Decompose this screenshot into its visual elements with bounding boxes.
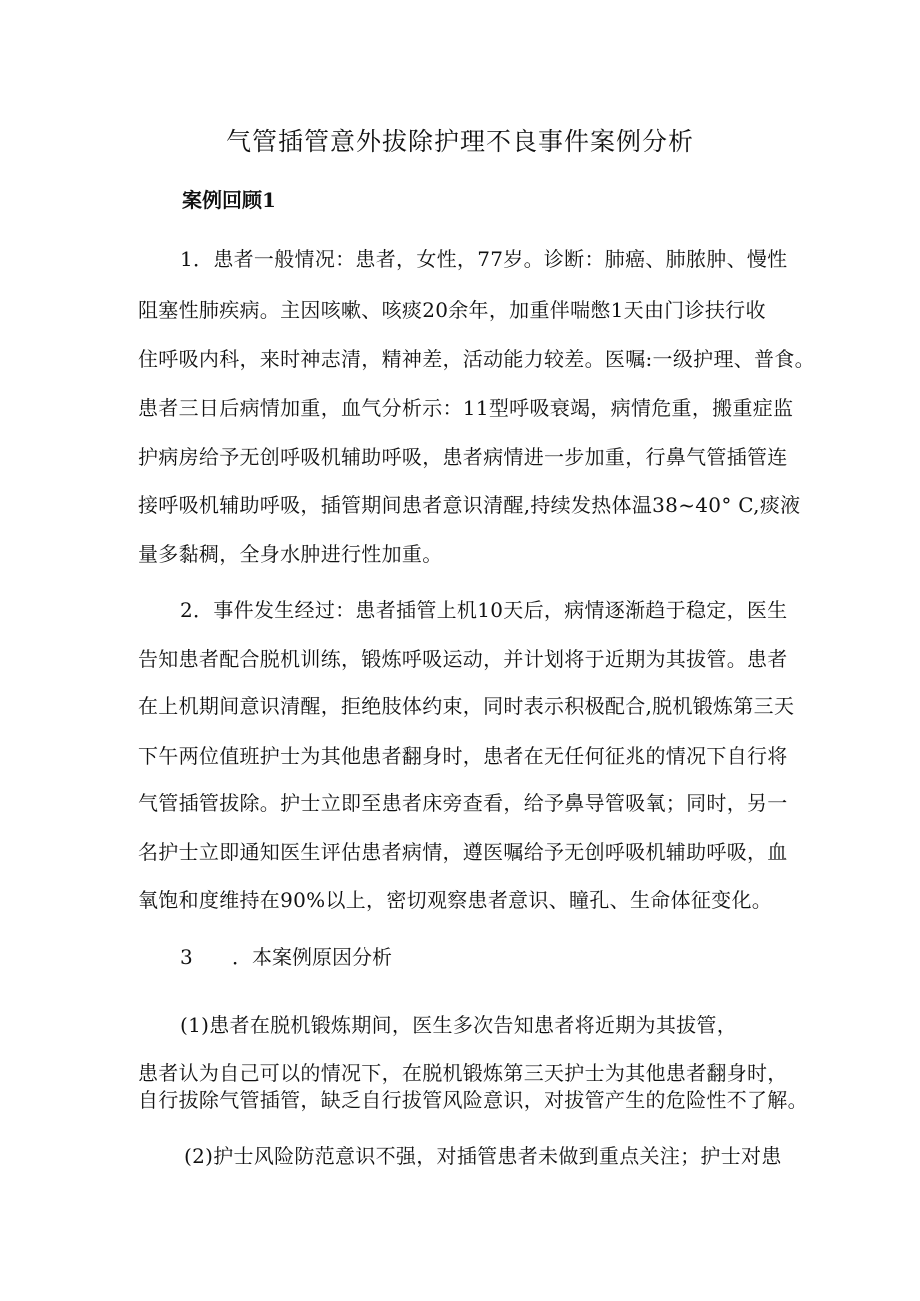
paragraph-line: 名护士立即通知医生评估患者病情，遵医嘱给予无创呼吸机辅助呼吸，血 (138, 840, 788, 864)
paragraph-line: (1)患者在脱机锻炼期间，医生多次告知患者将近期为其拔管， (180, 1013, 738, 1037)
paragraph-line: 气管插管拔除。护士立即至患者床旁查看，给予鼻导管吸氧；同时，另一 (138, 791, 788, 815)
paragraph-line: 患者三日后病情加重，血气分析示：11型呼吸衰竭，病情危重，搬重症监 (138, 396, 794, 420)
paragraph-line: 护病房给予无创呼吸机辅助呼吸，患者病情进一步加重，行鼻气管插管连 (138, 445, 788, 469)
paragraph-line: 氧饱和度维持在90%以上，密切观察患者意识、瞳孔、生命体征变化。 (138, 888, 773, 912)
paragraph-line: 接呼吸机辅助呼吸，插管期间患者意识清醒,持续发热体温38~40° C,痰液 (138, 493, 801, 517)
paragraph-line: (2)护士风险防范意识不强，对插管患者未做到重点关注；护士对患 (184, 1144, 782, 1168)
paragraph-line: 阻塞性肺疾病。主因咳嗽、咳痰20余年，加重伴喘憋1天由门诊扶行收 (138, 298, 766, 322)
paragraph-line: 下午两位值班护士为其他患者翻身时，患者在无任何征兆的情况下自行将 (138, 744, 788, 768)
paragraph-line: 量多黏稠，全身水肿进行性加重。 (138, 542, 443, 566)
section-3-heading (180, 941, 392, 970)
paragraph-line: 1．患者一般情况：患者，女性，77岁。诊断：肺癌、肺脓肿、慢性 (180, 247, 788, 271)
paragraph-line: 患者认为自己可以的情况下，在脱机锻炼第三天护士为其他患者翻身时， (138, 1061, 788, 1085)
paragraph-line: 住呼吸内科，来时神志清，精神差，活动能力较差。医嘱:一级护理、普食。 (138, 347, 815, 371)
paragraph-line: 在上机期间意识清醒，拒绝肢体约束，同时表示积极配合,脱机锻炼第三天 (138, 694, 795, 718)
paragraph-line: 自行拔除气管插管，缺乏自行拔管风险意识，对拔管产生的危险性不了解。 (138, 1088, 808, 1112)
section-title: ．本案例原因分析 (232, 945, 392, 969)
paragraph-line: 2．事件发生经过：患者插管上机10天后，病情逐渐趋于稳定，医生 (180, 598, 788, 622)
section-number: 3 (180, 945, 193, 969)
section-heading: 案例回顾1 (182, 188, 276, 212)
document-title: 气管插管意外拔除护理不良事件案例分析 (225, 127, 694, 156)
paragraph-line: 告知患者配合脱机训练，锻炼呼吸运动，并计划将于近期为其拔管。患者 (138, 647, 788, 671)
